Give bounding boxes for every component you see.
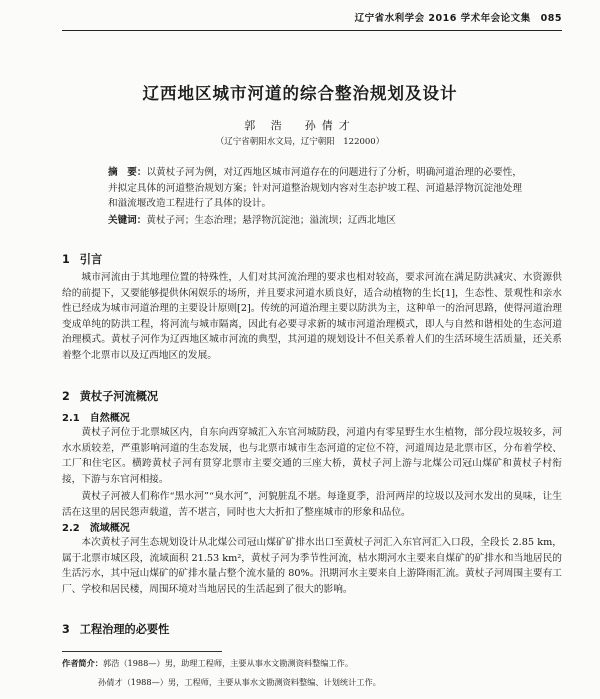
footnote-text: 孙倩才（1988—）男，工程师，主要从事水文勘测资料整编、计划统计工作。: [98, 677, 381, 687]
paper-affiliation: （辽宁省朝阳水文局，辽宁朝阳 122000）: [215, 137, 385, 147]
paragraph: 黄杖子河位于北票城区内，自东向西穿城汇入东官河城防段，河道内有零星野生水生植物，部分段垃圾较多，河水水质较差，严重影响河道的生态发展，也与北票市城市生态河道的定位不符，河道周边是北票市区，分布着学校、工厂和住宅区。横跨黄杖子河有贯穿北票市主要交通的三座大桥，黄杖子河上游与北煤公司冠山煤矿和黄杖子村衔接，下游与东官河相接。: [62, 427, 562, 485]
subsection-title: 流域概况: [89, 523, 130, 534]
abstract-label: 摘 要：: [108, 167, 147, 178]
paragraph: 城市河流由于其地理位置的特殊性，人们对其河流治理的要求也相对较高，要求河流在满足防洪减灾、水资源供给的前提下，又要能够提供休闲娱乐的场所，并且要求河道水质良好，适合动植物的生长[1]，生态性、景观性和亲水性已经成为城市河道治理的主要设计原则[2]。传统的河道治理主要以防洪为主，这种单一的治河思路，使得河道治理变成单纯的防洪工程，将河流与城市隔离，因此有必要寻求新的城市河道治理模式，即人与自然和谐相处的生态河道治理模式。黄杖子河作为辽西地区城市河流的典型，其河道的规划设计不但关系着人们的生活环境生活质量，还关系着整个北票市以及辽西地区的发展。: [62, 272, 562, 361]
section-heading-3: [62, 621, 169, 637]
abstract-text: 以黄杖子河为例，对辽西地区城市河道存在的问题进行了分析，明确河道治理的必要性，并拟定具体的河道整治规划方案；针对河道整治规划内容对生态护坡工程、河道悬浮物沉淀池处理和溢流堰改造工程进行了具体的设计。: [108, 167, 522, 209]
keywords-label: 关键词：: [108, 215, 147, 226]
footnote-rule: [62, 651, 222, 652]
footnote-label: 作者简介：: [62, 658, 103, 668]
section-title: 黄杖子河流概况: [79, 390, 159, 403]
section-heading-1: [62, 251, 102, 267]
section-title: 引言: [79, 253, 103, 266]
footnote-author-1: [62, 658, 562, 669]
subsection-heading-2-2: [62, 519, 130, 534]
section-number: 2: [62, 390, 70, 403]
section-title: 工程治理的必要性: [79, 623, 170, 636]
section-number: 1: [62, 253, 70, 266]
footnote-author-2: [98, 677, 562, 688]
keywords-text: 黄杖子河；生态治理；悬浮物沉淀池；溢流坝；辽西北地区: [146, 215, 396, 226]
paper-title: 辽西地区城市河道的综合整治规划及设计: [142, 84, 458, 103]
paragraph: 本次黄杖子河生态规划设计从北煤公司冠山煤矿矿排水出口至黄杖子河汇入东官河汇入口段，全段长 2.85 km，属于北票市城区段，流域面积 21.53 km²，黄杖子河为季节性河流，枯水期河水主要来自煤矿的矿排水和当地居民的生活污水，其中冠山煤矿的矿排水量占整个流水量的 80%。汛期河水主要来自上游降雨汇流。黄杖子河周围主要有工厂、学校和居民楼，周围环境对当地居民的生活起到了很大的影响。: [62, 537, 562, 595]
footnote-text: 郭浩（1988—）男，助理工程师，主要从事水文勘测资料整编工作。: [102, 658, 354, 668]
subsection-number: 2.2: [62, 523, 80, 534]
section-number: 3: [62, 623, 70, 636]
keywords: [108, 212, 522, 226]
subsection-number: 2.1: [62, 413, 80, 424]
running-head: 辽宁省水利学会 2016 学术年会论文集 085: [354, 13, 562, 24]
paper-authors: 郭 浩 孙倩才: [244, 119, 356, 132]
section-heading-2: [62, 388, 158, 404]
paragraph: 黄杖子河被人们称作“黑水河”“臭水河”，河貌脏乱不堪。每逢夏季，沿河两岸的垃圾以及河水发出的臭味，让生活在这里的居民怨声载道，苦不堪言，同时也大大折扣了整座城市的形象和品位。: [62, 491, 562, 518]
abstract: [108, 165, 522, 212]
subsection-heading-2-1: [62, 409, 130, 424]
subsection-title: 自然概况: [89, 413, 130, 424]
header-rule: [62, 30, 562, 31]
